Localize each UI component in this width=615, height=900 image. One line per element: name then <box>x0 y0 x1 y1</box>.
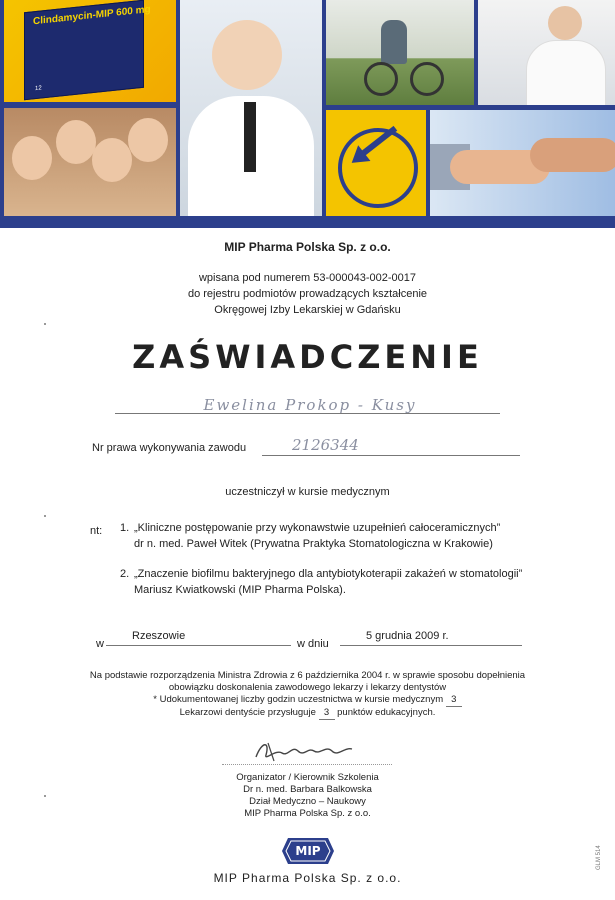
city-underline <box>106 645 291 646</box>
issuer-name: MIP Pharma Polska Sp. z o.o. <box>224 240 391 254</box>
course-title: „Znaczenie biofilmu bakteryjnego dla antybiotykoterapii zakażeń w stomatologii” <box>134 568 523 580</box>
hours-value: 3 <box>446 694 462 707</box>
registration-line: wpisana pod numerem 53-000043-002-0017 <box>198 272 417 284</box>
course-item <box>120 566 600 598</box>
legal-basis <box>0 670 615 720</box>
lab-worker-coat <box>526 40 606 105</box>
lab-worker-photo <box>478 0 615 105</box>
logo-text: MIP <box>295 844 321 858</box>
product-box-photo <box>4 0 176 102</box>
signature-line <box>222 764 392 765</box>
footer-company: MIP Pharma Polska Sp. z o.o. <box>213 871 402 885</box>
course-number: 2. <box>120 568 130 580</box>
margin-mark <box>44 795 46 797</box>
handshake-photo <box>430 110 615 216</box>
organizer-company: MIP Pharma Polska Sp. z o.o. <box>244 808 371 819</box>
course-lecturer: Mariusz Kwiatkowski (MIP Pharma Polska). <box>134 584 346 596</box>
legal-line: Na podstawie rozporządzenia Ministra Zdrowia z 6 października 2004 r. w sprawie sposobu dopełnienia <box>89 670 526 681</box>
lab-worker-head <box>548 6 582 40</box>
product-count: 12 <box>35 85 42 93</box>
organizer-name: Dr n. med. Barbara Balkowska <box>243 784 372 795</box>
legal-line: obowiązku doskonalenia zawodowego lekarzy i lekarzy dentystów <box>168 682 447 693</box>
course-lecturer: dr n. med. Paweł Witek (Prywatna Praktyka Stomatologiczna w Krakowie) <box>134 538 493 550</box>
legal-hours-line: * Udokumentowanej liczby godzin uczestnictwa w kursie medycznym 3 <box>0 694 615 707</box>
cyclist-figure <box>381 20 407 64</box>
doctor-tie <box>244 102 256 172</box>
person-face <box>12 136 52 180</box>
points-value: 3 <box>319 707 335 720</box>
course-number: 1. <box>120 522 130 534</box>
issue-date: 5 grudnia 2009 r. <box>366 630 449 642</box>
organizer-dept: Dział Medyczno – Naukowy <box>249 796 366 807</box>
license-number: 2126344 <box>292 436 359 454</box>
date-label: w dniu <box>297 638 329 650</box>
person-face <box>56 120 96 164</box>
license-label: Nr prawa wykonywania zawodu <box>92 442 247 454</box>
recipient-name: Ewelina Prokop - Kusy <box>203 396 417 414</box>
medicine-box <box>24 0 151 100</box>
legal-line: punktów edukacyjnych. <box>337 707 436 718</box>
organizer-block <box>0 772 615 820</box>
topic-label: nt: <box>90 525 103 537</box>
hand-shape <box>530 138 615 172</box>
registration-line: Okręgowej Izby Lekarskiej w Gdańsku <box>214 304 401 316</box>
cyclists-photo <box>326 0 474 105</box>
product-label: Clindamycin-MIP 600 mg <box>33 3 151 28</box>
course-item <box>120 520 600 552</box>
course-title: „Kliniczne postępowanie przy wykonawstwie uzupełnień całoceramicznych” <box>134 522 501 534</box>
margin-mark <box>44 515 46 517</box>
family-photo <box>4 108 176 216</box>
place-prefix: w <box>96 638 104 650</box>
name-underline <box>115 413 500 414</box>
registration-line: do rejestru podmiotów prowadzących kształcenie <box>187 288 428 300</box>
bicycle-wheel <box>410 62 444 96</box>
registration-info <box>0 270 615 318</box>
legal-line: Udokumentowanej liczby godzin uczestnictwa w kursie medycznym <box>159 694 444 705</box>
person-face <box>128 118 168 162</box>
handwritten-signature <box>248 735 368 765</box>
legal-line: Lekarzowi dentyście przysługuje <box>179 707 316 718</box>
header-photo-collage <box>0 0 615 228</box>
document-code: GLM 514 <box>596 845 602 870</box>
doctor-photo <box>180 0 322 216</box>
organizer-role: Organizator / Kierownik Szkolenia <box>236 772 379 783</box>
date-underline <box>340 645 522 646</box>
margin-mark <box>44 323 46 325</box>
course-statement: uczestniczył w kursie medycznym <box>225 486 390 498</box>
certificate-title: ZAŚWIADCZENIE <box>132 338 483 376</box>
bicycle-wheel <box>364 62 398 96</box>
arrow-emblem <box>326 110 426 216</box>
mip-logo <box>282 838 334 864</box>
doctor-head <box>212 20 282 90</box>
place-city: Rzeszowie <box>132 630 186 642</box>
person-face <box>92 138 132 182</box>
license-underline <box>262 455 520 456</box>
legal-points-line <box>0 707 615 720</box>
